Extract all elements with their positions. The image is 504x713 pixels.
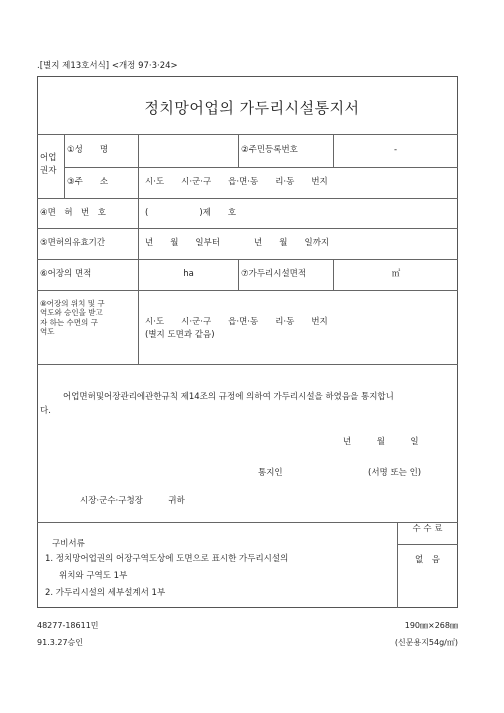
divider (37, 522, 458, 523)
statement-text-cont: 다. (40, 406, 51, 416)
location-label-line: 역도와 승인을 받고 (40, 308, 103, 318)
divider (37, 198, 458, 199)
approval-number: 48277-18611민 (37, 621, 99, 630)
applicant-group-label: 어업 (40, 153, 57, 163)
divider (37, 259, 458, 260)
document-item-cont: 위치와 구역도 1부 (59, 571, 128, 581)
license-number-label: ④면 허 번 호 (40, 208, 106, 218)
license-validity-label: ⑤면허의유효기간 (40, 238, 106, 248)
location-label-line: 자 하는 수면의 구 (40, 317, 98, 327)
divider (138, 134, 139, 364)
license-number-field[interactable]: ( )제 호 (145, 208, 237, 218)
cage-area-field[interactable]: ㎡ (391, 269, 401, 279)
document-item: 2. 가두리시설의 세부설계서 1부 (45, 588, 166, 598)
applicant-group-label: 권자 (40, 166, 57, 176)
address-field[interactable]: 시·도 시·군·구 읍·면·동 리·동 번지 (145, 177, 328, 187)
notifier-label: 통지인 (258, 468, 283, 478)
form-title: 정치망어업의 가두리시설통지서 (144, 99, 360, 117)
divider (238, 134, 239, 167)
divider (397, 544, 458, 545)
divider (37, 228, 458, 229)
paper-size: 190㎜×268㎜ (404, 621, 458, 630)
divider (37, 290, 458, 291)
farm-area-label: ⑥어장의 면적 (40, 269, 92, 279)
fee-label: 수 수 료 (412, 524, 443, 534)
divider (397, 522, 398, 608)
documents-heading: 구비서류 (52, 539, 85, 549)
location-label-line: 역도 (40, 327, 55, 337)
paper-type: (신문용지54g/㎡) (394, 638, 458, 647)
divider (37, 134, 458, 135)
signature-field[interactable]: (서명 또는 인) (368, 468, 422, 478)
approval-date: 91.3.27승인 (37, 638, 83, 647)
recipient-text: 시장·군수·구청장 귀하 (80, 496, 185, 506)
location-label-line: ⑧어장의 위치 및 구 (40, 299, 105, 308)
name-label: ①성 명 (67, 145, 109, 155)
form-frame (37, 76, 458, 608)
resident-number-field[interactable]: - (393, 145, 398, 155)
statement-text: 어업면허및어장관리에관한규칙 제14조의 규정에 의하여 가두리시설을 하였음을 통지합니 (63, 392, 394, 402)
resident-number-label: ②주민등록번호 (241, 145, 298, 155)
license-validity-field[interactable]: 년 월 일부터 년 월 일까지 (145, 238, 330, 248)
divider (64, 134, 65, 198)
divider (238, 259, 239, 290)
cage-area-label: ⑦가두리시설면적 (241, 269, 307, 279)
divider (37, 364, 458, 365)
address-label: ③주 소 (67, 177, 109, 187)
farm-area-field[interactable]: ha (183, 269, 194, 279)
location-note: (별지 도면과 같음) (145, 330, 215, 340)
location-field[interactable]: 시·도 시·군·구 읍·면·동 리·동 번지 (145, 317, 328, 327)
document-item: 1. 정치망어업권의 어장구역도상에 도면으로 표시한 가두리시설의 (45, 554, 289, 564)
location-label (40, 299, 105, 337)
divider (64, 167, 458, 168)
fee-value: 없 음 (415, 555, 440, 565)
date-field[interactable]: 년 월 일 (343, 437, 419, 447)
name-field[interactable] (139, 135, 237, 166)
form-number-note: .[별지 제13호서식] <개정 97·3·24> (37, 61, 178, 71)
